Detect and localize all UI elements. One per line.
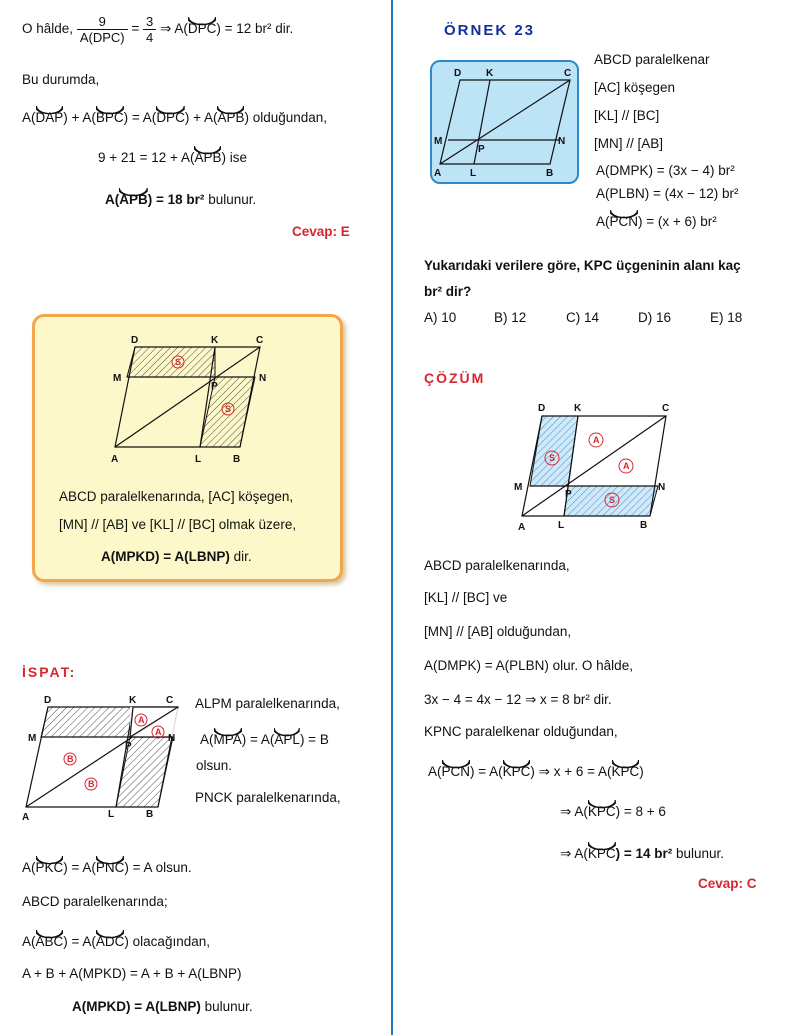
box-text-1: ABCD paralelkenarında, [AC] köşegen,: [59, 489, 294, 504]
fraction-1: $\frac{9}{\text{A(DPC)}}$: [77, 14, 128, 45]
label-k: K: [486, 68, 494, 79]
label-m: M: [28, 733, 37, 744]
label-s1: S: [175, 357, 182, 367]
given-3: [KL] // [BC]: [594, 108, 660, 123]
cozum-heading: ÇÖZÜM: [424, 370, 486, 386]
label-n: N: [168, 733, 176, 744]
label-p: P: [478, 144, 485, 155]
label-m: M: [434, 136, 443, 147]
label-p: P: [125, 741, 132, 752]
option-b: B) 12: [494, 310, 527, 325]
label-d: D: [538, 403, 546, 414]
given-2: [AC] köşegen: [594, 80, 676, 95]
solution-text-2: [KL] // [BC] ve: [424, 590, 508, 605]
label-p: P: [211, 381, 218, 392]
ornek-heading: ÖRNEK 23: [444, 22, 536, 39]
label-b: B: [233, 454, 241, 465]
text-line-3: A(DAP) + A(BPC) = A(DPC) + A(APB) olduğundan,: [22, 106, 327, 125]
solution-text-3: [MN] // [AB] olduğundan,: [424, 624, 572, 639]
label-a: A: [22, 812, 30, 822]
answer-1: Cevap: E: [292, 224, 350, 239]
text-line-2: Bu durumda,: [22, 72, 100, 87]
ispat-text-3: olsun.: [196, 758, 233, 773]
solution-text-7: A(PCN) = A(KPC) ⇒ x + 6 = A(KPC): [428, 760, 644, 780]
label-c: C: [166, 695, 174, 706]
label-d: D: [131, 335, 139, 346]
label-a1: A: [138, 715, 145, 725]
ispat-figure: [18, 692, 188, 822]
fraction-2: $\frac{3}{4}$: [143, 14, 156, 45]
label-c: C: [564, 68, 572, 79]
text-line-5: A(APB) = 18 br² bulunur.: [105, 188, 256, 207]
label-c: C: [662, 403, 670, 414]
label-s1: S: [549, 453, 556, 463]
ispat-text-8: A + B + A(MPKD) = A + B + A(LBNP): [22, 966, 242, 981]
label-b2: B: [88, 779, 95, 789]
solution-text-9: ⇒ A(KPC) = 14 br² bulunur.: [560, 842, 724, 862]
ispat-text-7: A(ABC) = A(ADC) olacağından,: [22, 930, 210, 949]
solution-text-8: ⇒ A(KPC) = 8 + 6: [560, 800, 666, 820]
label-n: N: [658, 482, 666, 493]
label-k: K: [574, 403, 582, 414]
label-l: L: [470, 168, 477, 179]
given-1: ABCD paralelkenar: [594, 52, 710, 67]
label-l: L: [108, 809, 115, 820]
ornek-figure: [432, 62, 577, 182]
theorem-figure: [35, 327, 340, 477]
box-text-2: [MN] // [AB] ve [KL] // [BC] olmak üzere,: [59, 517, 297, 532]
label-n: N: [558, 136, 566, 147]
question-line-2: br² dir?: [424, 284, 472, 299]
label-a2: A: [155, 727, 162, 737]
label-k: K: [129, 695, 137, 706]
ispat-text-5: A(PKC) = A(PNC) = A olsun.: [22, 856, 192, 875]
label-d: D: [44, 695, 52, 706]
ornek-figure-box: [430, 60, 579, 184]
label-a: A: [518, 522, 526, 533]
solution-text-4: A(DMPK) = A(PLBN) olur. O hâlde,: [424, 658, 633, 673]
label-a: A: [434, 168, 442, 179]
theorem-box: [32, 314, 343, 582]
label-d: D: [454, 68, 462, 79]
label-l: L: [195, 454, 202, 465]
label-a2: A: [623, 461, 630, 471]
text-line-4: 9 + 21 = 12 + A(APB) ise: [98, 146, 247, 165]
label-c: C: [256, 335, 264, 346]
answer-2: Cevap: C: [698, 876, 757, 891]
label-b: B: [640, 520, 648, 531]
text-line-1: O hâlde, $\frac{9}{\text{A(DPC)}}$ = $\frac{3}{4}$ ⇒ A(DPC) = 12 br² dir.: [22, 14, 294, 45]
label-k: K: [211, 335, 219, 346]
given-5: A(DMPK) = (3x − 4) br²: [596, 163, 735, 178]
ispat-heading: İSPAT:: [22, 664, 77, 680]
ispat-text-2: A(MPA) = A(APL) = B: [200, 728, 329, 747]
option-d: D) 16: [638, 310, 672, 325]
solution-text-5: 3x − 4 = 4x − 12 ⇒ x = 8 br² dir.: [424, 692, 612, 707]
label-n: N: [259, 373, 267, 384]
ispat-text-9: A(MPKD) = A(LBNP) bulunur.: [72, 999, 253, 1014]
label-b: B: [546, 168, 554, 179]
option-a: A) 10: [424, 310, 457, 325]
ispat-text-6: ABCD paralelkenarında;: [22, 894, 168, 909]
label-m: M: [113, 373, 122, 384]
ispat-text-4: PNCK paralelkenarında,: [195, 790, 341, 805]
given-4: [MN] // [AB]: [594, 136, 664, 151]
box-text-3: A(MPKD) = A(LBNP) dir.: [101, 549, 252, 564]
label-l: L: [558, 520, 565, 531]
label-p: P: [565, 489, 572, 500]
given-7: A(PCN) = (x + 6) br²: [596, 210, 717, 229]
question-line-1: Yukarıdaki verilere göre, KPC üçgeninin alanı kaç: [424, 258, 741, 273]
label-s2: S: [609, 495, 616, 505]
solution-text-1: ABCD paralelkenarında,: [424, 558, 570, 573]
label-a1: A: [593, 435, 600, 445]
solution-figure: [508, 398, 698, 538]
column-divider: [391, 0, 393, 1035]
label-s2: S: [225, 404, 232, 414]
label-b1: B: [67, 754, 74, 764]
option-c: C) 14: [566, 310, 600, 325]
label-b: B: [146, 809, 154, 820]
option-e: E) 18: [710, 310, 743, 325]
ispat-text-1: ALPM paralelkenarında,: [195, 696, 340, 711]
solution-text-6: KPNC paralelkenar olduğundan,: [424, 724, 618, 739]
label-m: M: [514, 482, 523, 493]
given-6: A(PLBN) = (4x − 12) br²: [596, 186, 739, 201]
label-a: A: [111, 454, 119, 465]
